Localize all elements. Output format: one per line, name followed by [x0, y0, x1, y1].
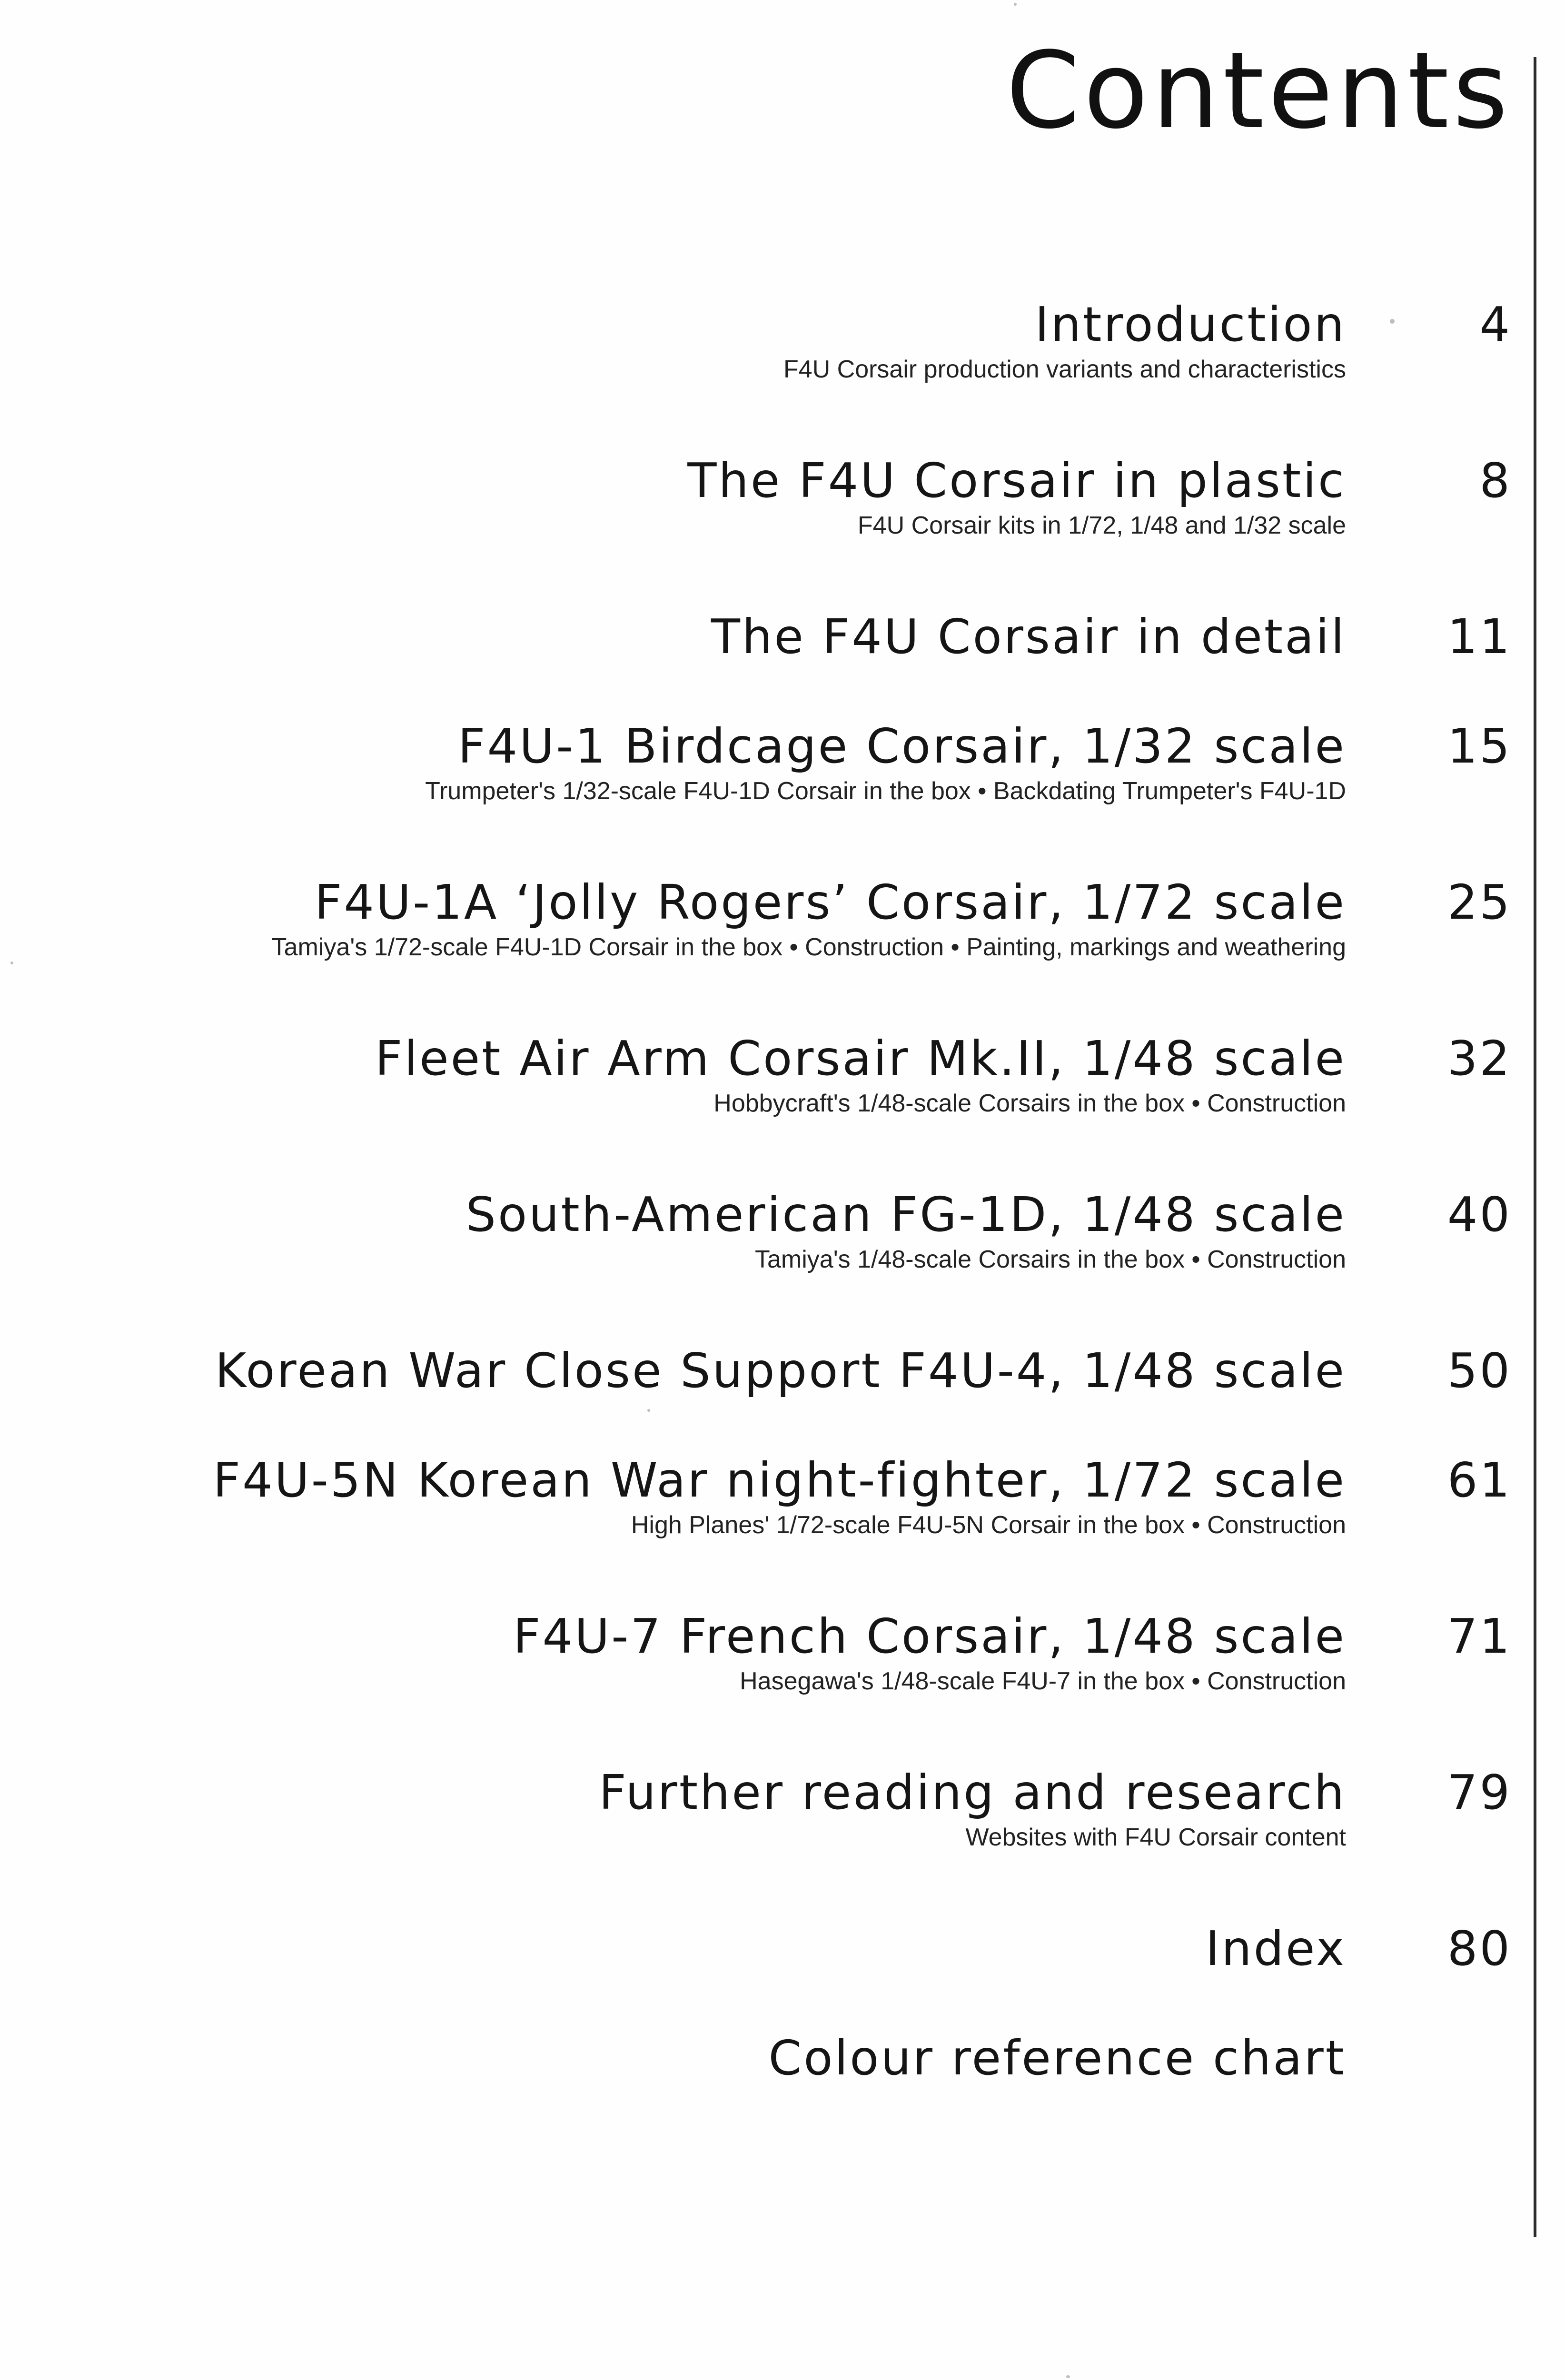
toc-entry-page-number: 40 — [1447, 1187, 1512, 1242]
toc-entry-subtitle: F4U Corsair production variants and characteristics — [783, 356, 1346, 383]
toc-entry-title: F4U-1 Birdcage Corsair, 1/32 scale — [457, 718, 1346, 774]
toc-entry-title: Introduction — [1035, 297, 1346, 352]
toc-entry-page-number: 80 — [1447, 1921, 1512, 1976]
toc-entry-title: Colour reference chart — [768, 2030, 1346, 2086]
toc-entry-page-number: 11 — [1447, 609, 1512, 664]
toc-entry-subtitle: Trumpeter's 1/32-scale F4U-1D Corsair in the box • Backdating Trumpeter's F4U-1D — [425, 777, 1346, 805]
toc-entry-subtitle: Hobbycraft's 1/48-scale Corsairs in the box • Construction — [713, 1090, 1346, 1117]
toc-entry-page-number: 71 — [1447, 1608, 1512, 1664]
toc-entry-page-number: 79 — [1447, 1765, 1512, 1820]
toc-entry-title: Korean War Close Support F4U-4, 1/48 scale — [215, 1343, 1346, 1398]
toc-entry-title: The F4U Corsair in detail — [711, 609, 1346, 664]
toc-entry-page-number: 50 — [1447, 1343, 1512, 1398]
toc-entry-title: The F4U Corsair in plastic — [687, 453, 1346, 508]
scan-speck — [1066, 2375, 1070, 2378]
toc-entry-subtitle: Hasegawa's 1/48-scale F4U-7 in the box • Construction — [740, 1667, 1346, 1695]
scan-speck — [10, 962, 13, 964]
toc-entry-subtitle: Tamiya's 1/48-scale Corsairs in the box • Construction — [755, 1246, 1346, 1273]
toc-entry-page-number: 32 — [1447, 1031, 1512, 1086]
toc-entry-title: Further reading and research — [599, 1765, 1346, 1820]
toc-entry-title: F4U-5N Korean War night-fighter, 1/72 scale — [213, 1452, 1346, 1508]
toc-entry-title: F4U-1A ‘Jolly Rogers’ Corsair, 1/72 scale — [314, 874, 1346, 930]
toc-entry-page-number: 15 — [1447, 718, 1512, 774]
toc-entry-subtitle: High Planes' 1/72-scale F4U-5N Corsair in the box • Construction — [631, 1511, 1346, 1539]
toc-entry-page-number: 25 — [1447, 874, 1512, 930]
toc-entry-page-number: 61 — [1447, 1452, 1512, 1508]
toc-entry-title: Index — [1205, 1921, 1346, 1976]
toc-entry-page-number: 8 — [1479, 453, 1512, 508]
toc-entry-title: South-American FG-1D, 1/48 scale — [466, 1187, 1346, 1242]
toc-entry-subtitle: Tamiya's 1/72-scale F4U-1D Corsair in the box • Construction • Painting, markings and weathering — [271, 933, 1346, 961]
toc-entry-subtitle: F4U Corsair kits in 1/72, 1/48 and 1/32 scale — [857, 512, 1346, 539]
scan-speck — [1014, 3, 1017, 6]
toc-entry-page-number: 4 — [1479, 297, 1512, 352]
scan-speck — [1390, 319, 1395, 324]
toc-entry-title: Fleet Air Arm Corsair Mk.II, 1/48 scale — [375, 1031, 1346, 1086]
toc-entry-title: F4U-7 French Corsair, 1/48 scale — [513, 1608, 1346, 1664]
right-margin-rule — [1534, 57, 1536, 2237]
toc-entry-subtitle: Websites with F4U Corsair content — [965, 1824, 1346, 1851]
page-title: Contents — [1006, 30, 1512, 152]
scan-speck — [647, 1409, 650, 1412]
